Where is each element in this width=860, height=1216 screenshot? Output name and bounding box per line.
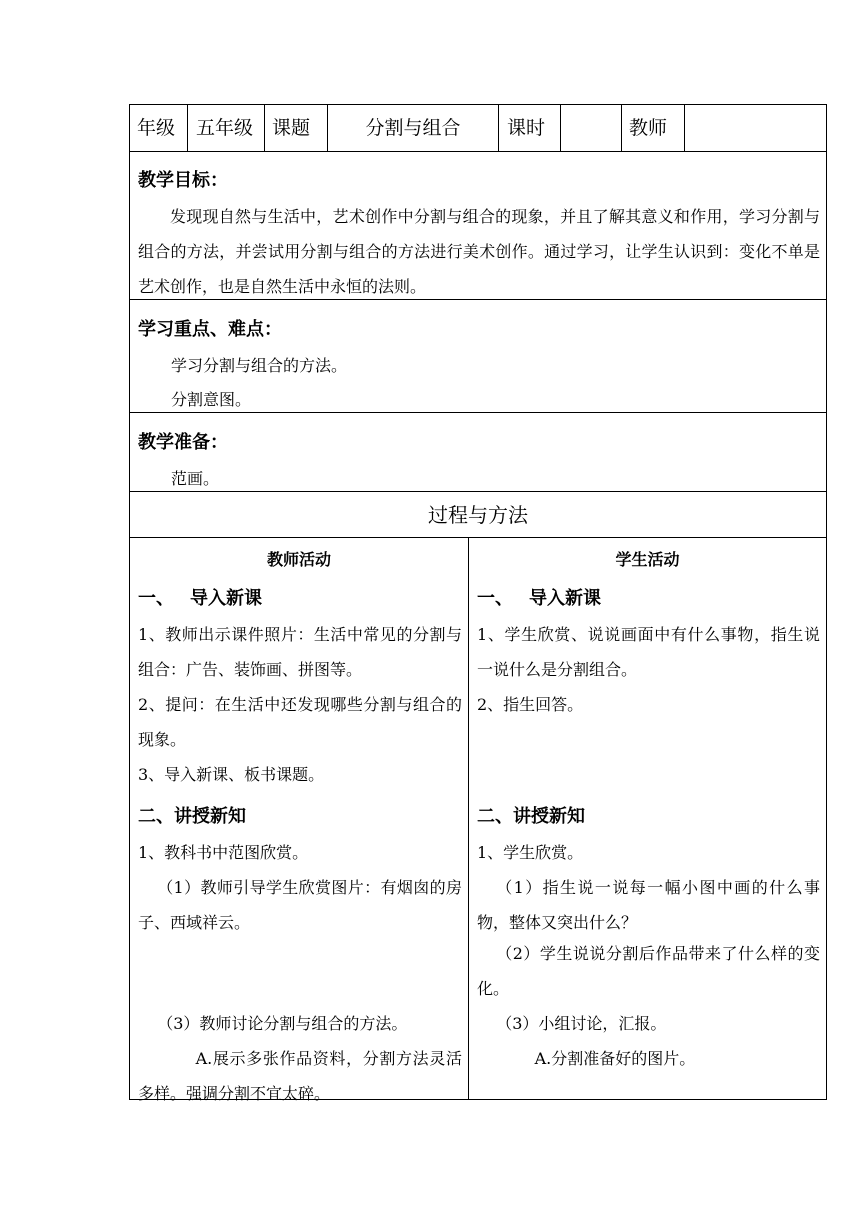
student-step-2-title: 二、讲授新知 (477, 806, 585, 827)
teacher-step-2-item-1: 1、教科书中范图欣赏。 (138, 843, 309, 862)
preparation-text: 范画。 (171, 469, 220, 488)
objectives-text: 发现现自然与生活中，艺术创作中分割与组合的现象，并且了解其意义和作用，学习分割与组合的方法，并尝试用分割与组合的方法进行美术创作。通过学习，让学生认识到：变化不单是艺术创作，也是自然生活中永恒的法则。 (138, 207, 820, 296)
teacher-step-2-item-2: （1）教师引导学生欣赏图片：有烟囱的房子、西域祥云。 (138, 878, 462, 932)
key-points-line-2: 分割意图。 (171, 390, 252, 409)
teacher-value (685, 105, 826, 151)
student-step-2-item-1: 1、学生欣赏。 (477, 843, 584, 862)
process-title-row (130, 491, 826, 537)
teacher-step-1-item-1: 1、教师出示课件照片：生活中常见的分割与组合：广告、装饰画、拼图等。 (138, 625, 462, 679)
student-step-1-item-2: 2、指生回答。 (477, 695, 584, 714)
student-step-2-item-3: （2）学生说说分割后作品带来了什么样的变化。 (477, 944, 820, 998)
student-step-2-item-4: （3）小组讨论，汇报。 (496, 1014, 667, 1033)
objectives-title: 教学目标： (138, 170, 228, 191)
lesson-plan-table (129, 104, 827, 1103)
student-activities-header: 学生活动 (615, 550, 680, 569)
teacher-activities-header: 教师活动 (266, 550, 331, 569)
grade-value: 五年级 (188, 105, 265, 151)
preparation-section (130, 412, 826, 491)
teacher-step-1-label: 导入新课 (190, 588, 262, 609)
teacher-step-2-item-3: （3）教师讨论分割与组合的方法。 (157, 1014, 408, 1033)
topic-label: 课题 (265, 105, 328, 151)
key-points-section (130, 299, 826, 412)
teacher-step-1-number: 一、 (138, 588, 174, 609)
header-row (130, 105, 826, 151)
student-step-1-number: 一、 (477, 588, 513, 609)
student-step-1-title (477, 584, 601, 610)
preparation-title: 教学准备： (138, 432, 228, 453)
key-points-line-1: 学习分割与组合的方法。 (171, 356, 348, 375)
student-step-2-item-5: A.分割准备好的图片。 (534, 1049, 696, 1068)
teacher-activities-column (130, 538, 469, 1103)
student-activities-column (469, 538, 826, 1099)
student-step-1-item-1: 1、学生欣赏、说说画面中有什么事物，指生说一说什么是分割组合。 (477, 625, 820, 679)
topic-value: 分割与组合 (328, 105, 499, 151)
process-title: 过程与方法 (428, 503, 528, 527)
objectives-section (130, 151, 826, 299)
key-points-title: 学习重点、难点： (138, 319, 282, 340)
teacher-step-1-item-3: 3、导入新课、板书课题。 (138, 765, 325, 784)
teacher-step-2-title: 二、讲授新知 (138, 806, 246, 827)
teacher-label: 教师 (622, 105, 685, 151)
student-step-2-item-2: （1）指生说一说每一幅小图中画的什么事物，整体又突出什么？ (477, 878, 820, 932)
period-value (561, 105, 622, 151)
period-label: 课时 (499, 105, 561, 151)
teacher-step-2-item-4: A.展示多张作品资料，分割方法灵活多样。强调分割不宜太碎。 (138, 1049, 462, 1103)
teacher-step-1-item-2: 2、提问：在生活中还发现哪些分割与组合的现象。 (138, 695, 462, 749)
teacher-step-1-title (138, 584, 262, 610)
student-step-1-label: 导入新课 (529, 588, 601, 609)
activities-section (130, 537, 826, 1103)
grade-label: 年级 (130, 105, 188, 151)
